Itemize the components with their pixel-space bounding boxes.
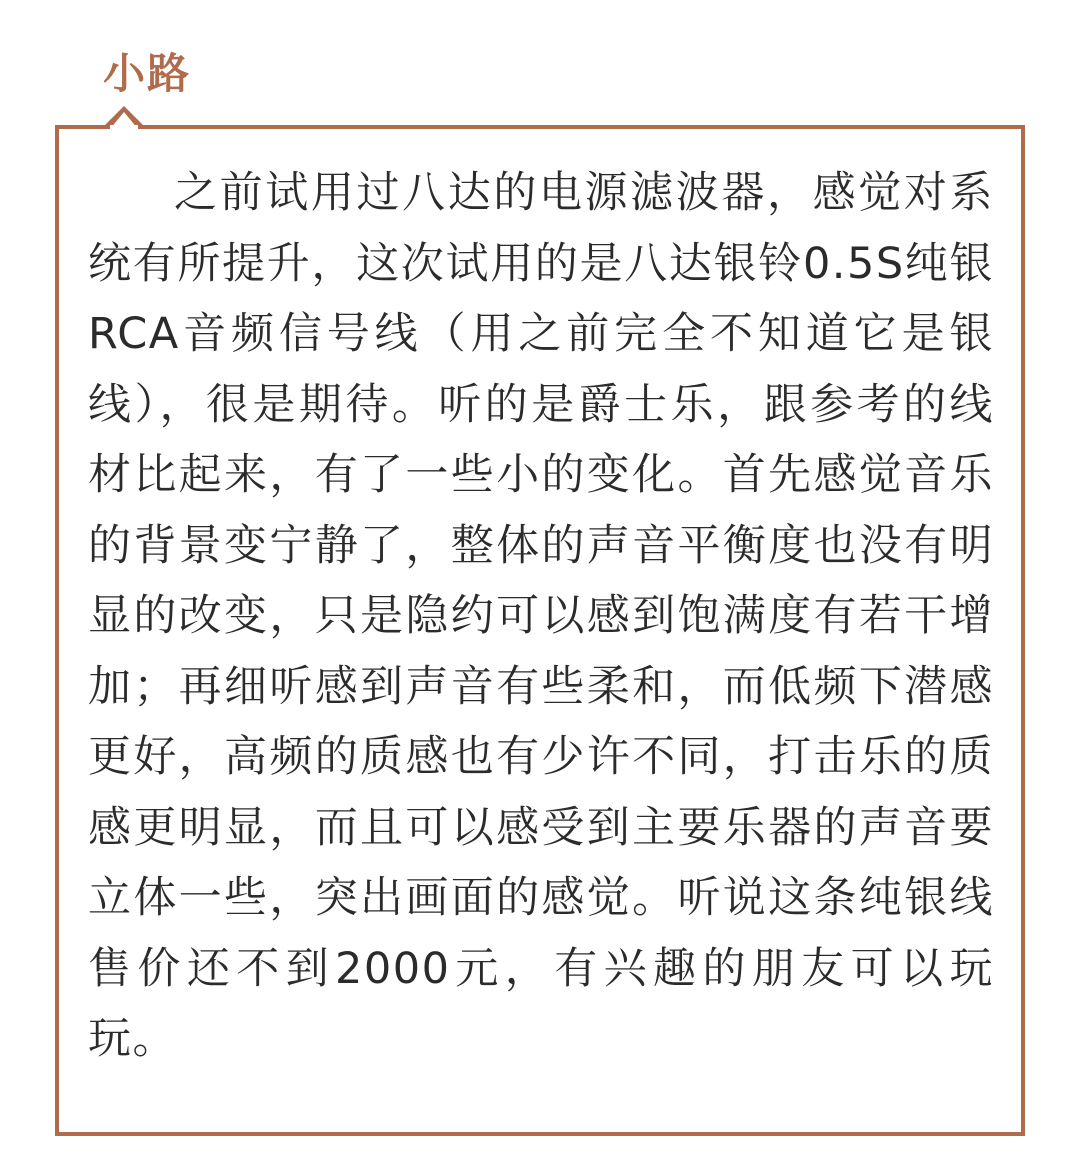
author-name: 小路 bbox=[103, 49, 192, 98]
speech-notch-gap bbox=[110, 125, 138, 130]
review-text: 之前试用过八达的电源滤波器，感觉对系统有所提升，这次试用的是八达银铃0.5S纯银RCA音频信号线（用之前完全不知道它是银线），很是期待。听的是爵士乐，跟参考的线材比起来，有了一些小的变化。首先感觉音乐的背景变宁静了，整体的声音平衡度也没有明显的改变，只是隐约可以感到饱满度有若干增加；再细听感到声音有些柔和，而低频下潜感更好，高频的质感也有少许不同，打击乐的质感更明显，而且可以感受到主要乐器的声音要立体一些，突出画面的感觉。听说这条纯银线售价还不到2000元，有兴趣的朋友可以玩玩。 bbox=[88, 168, 994, 1064]
